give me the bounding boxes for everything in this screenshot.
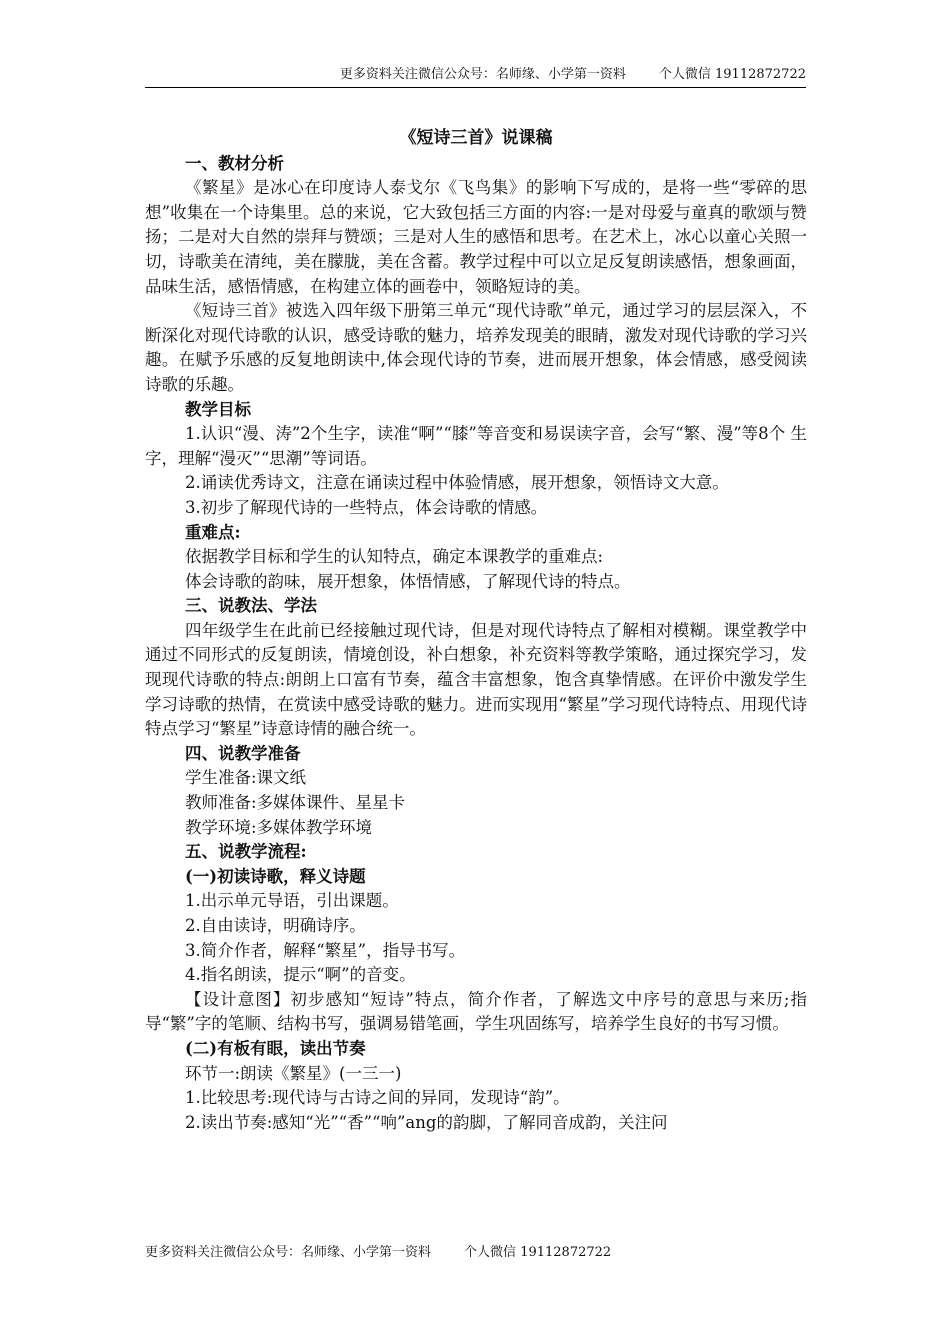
paragraph: 《短诗三首》被选入四年级下册第三单元“现代诗歌”单元，通过学习的层层深入，不断深化对现代诗歌的认识，感受诗歌的魅力，培养发现美的眼睛，激发对现代诗歌的学习兴趣。在赋予乐感的反复地朗读中,体会现代诗的节奏，进而展开想象，体会情感，感受阅读诗歌的乐趣。 <box>145 301 807 394</box>
paragraph: 1.比较思考:现代诗与古诗之间的异同，发现诗“韵”。 <box>185 1088 570 1108</box>
paragraph: 2.自由读诗，明确诗序。 <box>185 916 366 935</box>
header-rule <box>145 87 806 88</box>
page-footer: 更多资料关注微信公众号：名师缘、小学第一资料 个人微信 19112872722 <box>145 1245 612 1260</box>
paragraph: 体会诗歌的韵味，展开想象，体悟情感，了解现代诗的特点。 <box>185 571 631 591</box>
document-title: 《短诗三首》说课稿 <box>399 128 553 148</box>
section-heading: 重难点: <box>185 522 241 542</box>
paragraph: 2.读出节奏:感知“光”“香”“响”ang的韵脚，了解同音成韵，关注问 <box>185 1112 668 1132</box>
paragraph: 4.指名朗读，提示“啊”的音变。 <box>185 965 416 985</box>
paragraph: 1.认识“漫、涛”2个生字，读准“啊”“膝”等音变和易误读字音，会写“繁、漫”等8个 生字，理解“漫灭”“思潮”等词语。 <box>145 424 807 468</box>
paragraph: 学生准备:课文纸 <box>185 768 307 788</box>
paragraph: 3.简介作者，解释“繁星”，指导书写。 <box>185 940 466 960</box>
page-header: 更多资料关注微信公众号：名师缘、小学第一资料 个人微信 19112872722 <box>339 67 806 82</box>
document-body <box>145 126 807 1135</box>
section-heading: 四、说教学准备 <box>185 743 301 763</box>
section-heading: 一、教材分析 <box>185 153 284 173</box>
paragraph: 【设计意图】初步感知“短诗”特点，简介作者，了解选文中序号的意思与来历;指导“繁”字的笔顺、结构书写，强调易错笔画，学生巩固练写，培养学生良好的书写习惯。 <box>145 989 807 1034</box>
section-heading: 三、说教法、学法 <box>185 596 317 616</box>
section-heading: (一)初读诗歌，释义诗题 <box>185 866 366 886</box>
paragraph: 《繁星》是冰心在印度诗人泰戈尔《飞鸟集》的影响下写成的，是将一些“零碎的思想”收集在一个诗集里。总的来说，它大致包括三方面的内容:一是对母爱与童真的歌颂与赞扬；二是对大自然的崇拜与赞颂；三是对人生的感悟和思考。在艺术上，冰心以童心关照一切，诗歌美在清纯，美在朦胧，美在含蓄。教学过程中可以立足反复朗读感悟，想象画面，品味生活，感悟情感，在构建立体的画卷中，领略短诗的美。 <box>145 178 807 296</box>
section-heading: 五、说教学流程: <box>185 842 307 862</box>
paragraph: 2.诵读优秀诗文，注意在诵读过程中体验情感，展开想象，领悟诗文大意。 <box>185 473 729 493</box>
paragraph: 环节一:朗读《繁星》(一三一) <box>185 1063 402 1083</box>
paragraph: 依据教学目标和学生的认知特点，确定本课教学的重难点: <box>185 547 604 567</box>
paragraph: 1.出示单元导语，引出课题。 <box>185 891 399 911</box>
document-blocks <box>145 152 807 1136</box>
paragraph: 3.初步了解现代诗的一些特点，体会诗歌的情感。 <box>185 497 548 517</box>
section-heading: (二)有板有眼，读出节奏 <box>185 1038 366 1058</box>
paragraph: 教学环境:多媒体教学环境 <box>185 817 373 837</box>
paragraph: 教师准备:多媒体课件、星星卡 <box>185 793 406 813</box>
section-heading: 教学目标 <box>185 399 251 419</box>
paragraph: 四年级学生在此前已经接触过现代诗，但是对现代诗特点了解相对模糊。课堂教学中通过不同形式的反复朗读，情境创设，补白想象，补充资料等教学策略，通过探究学习，发现现代诗歌的特点:朗朗上口富有节奏，蕴含丰富想象，饱含真挚情感。在评价中激发学生学习诗歌的热情，在赏读中感受诗歌的魅力。进而实现用“繁星”学习现代诗特点、用现代诗特点学习“繁星”诗意诗情的融合统一。 <box>145 620 807 739</box>
